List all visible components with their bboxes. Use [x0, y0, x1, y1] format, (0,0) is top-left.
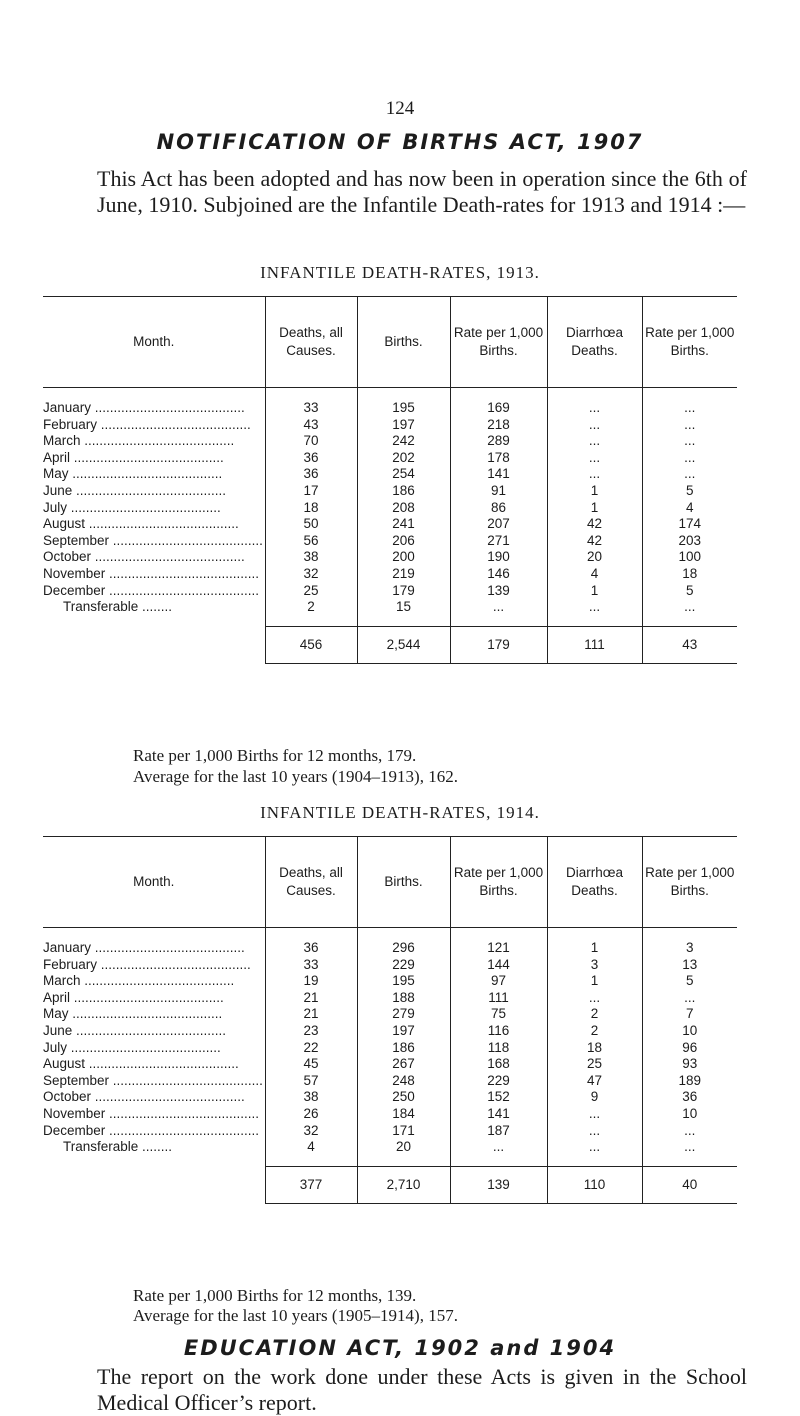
diarrhoea-rate-cell: ...: [642, 990, 737, 1007]
column-header-month: Month.: [43, 297, 265, 388]
totals-row: [43, 1166, 737, 1203]
diarrhoea-cell: 1: [547, 583, 642, 600]
table-row: [43, 1089, 737, 1106]
month-label: September: [43, 532, 110, 548]
table-row: [43, 388, 737, 417]
diarrhoea-rate-cell: ...: [642, 417, 737, 434]
deaths-cell: 18: [265, 500, 357, 517]
column-header-rate: Rate per 1,000 Births.: [450, 297, 547, 388]
month-label: November: [43, 1105, 106, 1121]
births-cell: 197: [357, 417, 450, 434]
table-row: [43, 533, 737, 550]
education-paragraph: The report on the work done under these Acts is given in the School Medical Officer’s report.: [97, 1364, 747, 1415]
month-label: December: [43, 582, 106, 598]
births-cell: 188: [357, 990, 450, 1007]
month-label: May: [43, 466, 69, 482]
deaths-cell: 43: [265, 417, 357, 434]
rate-cell: 111: [450, 990, 547, 1007]
table-row: [43, 1123, 737, 1140]
table-1914-note-rate: Rate per 1,000 Births for 12 months, 139.: [133, 1286, 417, 1305]
month-cell: June ........................................: [43, 482, 227, 498]
diarrhoea-cell: 4: [547, 566, 642, 583]
diarrhoea-rate-cell: 18: [642, 566, 737, 583]
births-cell: 186: [357, 1040, 450, 1057]
rate-cell: 118: [450, 1040, 547, 1057]
diarrhoea-rate-cell: ...: [642, 388, 737, 417]
births-cell: 20: [357, 1139, 450, 1166]
table-1913-title: INFANTILE DEATH-RATES, 1913.: [260, 263, 540, 282]
month-label: August: [43, 1056, 86, 1072]
births-cell: 250: [357, 1089, 450, 1106]
month-cell: May ........................................: [43, 1006, 223, 1022]
diarrhoea-cell: 18: [547, 1040, 642, 1057]
deaths-cell: 21: [265, 1006, 357, 1023]
diarrhoea-cell: 20: [547, 549, 642, 566]
rate-cell: ...: [450, 1139, 547, 1166]
diarrhoea-cell: ...: [547, 1106, 642, 1123]
rate-cell: 169: [450, 388, 547, 417]
diarrhoea-cell: ...: [547, 1139, 642, 1166]
births-cell: 229: [357, 957, 450, 974]
deaths-cell: 50: [265, 516, 357, 533]
table-row: [43, 1056, 737, 1073]
month-label: April: [43, 989, 71, 1005]
diarrhoea-cell: ...: [547, 433, 642, 450]
deaths-cell: 38: [265, 549, 357, 566]
diarrhoea-cell: 9: [547, 1089, 642, 1106]
month-label: October: [43, 1089, 92, 1105]
diarrhoea-rate-cell: 203: [642, 533, 737, 550]
rate-cell: ...: [450, 599, 547, 626]
diarrhoea-rate-cell: 5: [642, 583, 737, 600]
diarrhoea-cell: 1: [547, 500, 642, 517]
table-1914-body: [43, 928, 737, 1204]
total-diarrhoea-rate-cell: 43: [642, 626, 737, 663]
births-cell: 179: [357, 583, 450, 600]
table-1913-note-rate: Rate per 1,000 Births for 12 months, 179.: [133, 746, 417, 765]
diarrhoea-rate-cell: 36: [642, 1089, 737, 1106]
births-cell: 248: [357, 1073, 450, 1090]
births-cell: 186: [357, 483, 450, 500]
rate-cell: 116: [450, 1023, 547, 1040]
deaths-cell: 38: [265, 1089, 357, 1106]
diarrhoea-rate-cell: ...: [642, 450, 737, 467]
month-label: July: [43, 1039, 68, 1055]
column-header-diarrhoea: Diarrhœa Deaths.: [547, 297, 642, 388]
deaths-cell: 36: [265, 928, 357, 957]
month-cell: April ........................................: [43, 449, 224, 465]
month-cell: January ........................................: [43, 940, 245, 955]
column-header-births: Births.: [357, 297, 450, 388]
diarrhoea-rate-cell: 7: [642, 1006, 737, 1023]
births-cell: 208: [357, 500, 450, 517]
table-row: [43, 1106, 737, 1123]
month-cell: November ........................................: [43, 565, 260, 581]
diarrhoea-rate-cell: 10: [642, 1023, 737, 1040]
table-1914-header-row: [43, 837, 737, 928]
totals-label-cell: [43, 626, 265, 663]
deaths-cell: 19: [265, 973, 357, 990]
month-cell: August ........................................: [43, 516, 239, 532]
month-cell: July ........................................: [43, 499, 221, 515]
month-cell: December ........................................: [43, 582, 260, 598]
month-label: September: [43, 1072, 110, 1088]
rate-cell: 190: [450, 549, 547, 566]
column-header-month: Month.: [43, 837, 265, 928]
table-row: [43, 500, 737, 517]
deaths-cell: 70: [265, 433, 357, 450]
month-label: July: [43, 499, 68, 515]
table-row: [43, 417, 737, 434]
month-cell: October ........................................: [43, 549, 245, 565]
births-cell: 267: [357, 1056, 450, 1073]
deaths-cell: 36: [265, 466, 357, 483]
column-header-births: Births.: [357, 837, 450, 928]
month-label: August: [43, 516, 86, 532]
total-rate-cell: 179: [450, 626, 547, 663]
deaths-cell: 56: [265, 533, 357, 550]
rate-cell: 144: [450, 957, 547, 974]
diarrhoea-cell: 3: [547, 957, 642, 974]
total-rate-cell: 139: [450, 1166, 547, 1203]
table-row: [43, 433, 737, 450]
deaths-cell: 32: [265, 566, 357, 583]
month-cell: May ........................................: [43, 466, 223, 482]
table-row: [43, 566, 737, 583]
rate-cell: 86: [450, 500, 547, 517]
diarrhoea-rate-cell: 96: [642, 1040, 737, 1057]
table-1914: [43, 836, 737, 1204]
deaths-cell: 17: [265, 483, 357, 500]
rate-cell: 97: [450, 973, 547, 990]
table-row: [43, 599, 737, 626]
rate-cell: 146: [450, 566, 547, 583]
month-label: February: [43, 956, 98, 972]
diarrhoea-cell: 2: [547, 1023, 642, 1040]
month-label: October: [43, 549, 92, 565]
births-cell: 254: [357, 466, 450, 483]
births-cell: 241: [357, 516, 450, 533]
month-label: Transferable: [63, 599, 139, 615]
diarrhoea-rate-cell: 93: [642, 1056, 737, 1073]
table-1913-header-row: [43, 297, 737, 388]
totals-row: [43, 626, 737, 663]
table-row: [43, 973, 737, 990]
diarrhoea-cell: 25: [547, 1056, 642, 1073]
deaths-cell: 2: [265, 599, 357, 626]
diarrhoea-cell: 1: [547, 928, 642, 957]
month-cell: March ........................................: [43, 433, 235, 449]
month-cell: June ........................................: [43, 1022, 227, 1038]
rate-cell: 187: [450, 1123, 547, 1140]
month-label: June: [43, 482, 73, 498]
table-1914-title: INFANTILE DEATH-RATES, 1914.: [260, 803, 540, 822]
deaths-cell: 25: [265, 583, 357, 600]
month-label: March: [43, 973, 81, 989]
diarrhoea-rate-cell: ...: [642, 466, 737, 483]
month-cell: October ........................................: [43, 1089, 245, 1105]
births-cell: 219: [357, 566, 450, 583]
births-cell: 202: [357, 450, 450, 467]
diarrhoea-rate-cell: ...: [642, 599, 737, 626]
rate-cell: 168: [450, 1056, 547, 1073]
diarrhoea-rate-cell: 174: [642, 516, 737, 533]
column-header-diarrhoea-rate: Rate per 1,000 Births.: [642, 297, 737, 388]
diarrhoea-rate-cell: 3: [642, 928, 737, 957]
diarrhoea-cell: ...: [547, 450, 642, 467]
month-cell: Transferable ........: [63, 599, 173, 615]
column-header-deaths: Deaths, all Causes.: [265, 837, 357, 928]
births-cell: 296: [357, 928, 450, 957]
diarrhoea-cell: ...: [547, 466, 642, 483]
deaths-cell: 33: [265, 957, 357, 974]
diarrhoea-rate-cell: ...: [642, 1123, 737, 1140]
page-number: 124: [385, 98, 415, 119]
diarrhoea-rate-cell: 4: [642, 500, 737, 517]
diarrhoea-cell: ...: [547, 388, 642, 417]
table-row: [43, 1139, 737, 1166]
month-label: March: [43, 433, 81, 449]
deaths-cell: 23: [265, 1023, 357, 1040]
diarrhoea-cell: ...: [547, 599, 642, 626]
deaths-cell: 32: [265, 1123, 357, 1140]
rate-cell: 141: [450, 1106, 547, 1123]
diarrhoea-cell: 2: [547, 1006, 642, 1023]
deaths-cell: 21: [265, 990, 357, 1007]
month-cell: August ........................................: [43, 1056, 239, 1072]
table-row: [43, 483, 737, 500]
column-header-diarrhoea-rate: Rate per 1,000 Births.: [642, 837, 737, 928]
rate-cell: 139: [450, 583, 547, 600]
births-cell: 195: [357, 973, 450, 990]
month-label: January: [43, 940, 92, 955]
table-row: [43, 957, 737, 974]
deaths-cell: 4: [265, 1139, 357, 1166]
table-1913: [43, 296, 737, 664]
month-cell: Transferable ........: [63, 1139, 173, 1155]
diarrhoea-cell: 42: [547, 533, 642, 550]
table-1913-body: [43, 388, 737, 664]
table-row: [43, 1023, 737, 1040]
births-cell: 197: [357, 1023, 450, 1040]
month-label: April: [43, 449, 71, 465]
month-cell: January ........................................: [43, 400, 245, 415]
rate-cell: 229: [450, 1073, 547, 1090]
deaths-cell: 26: [265, 1106, 357, 1123]
month-label: Transferable: [63, 1139, 139, 1155]
diarrhoea-rate-cell: ...: [642, 1139, 737, 1166]
rate-cell: 75: [450, 1006, 547, 1023]
births-cell: 15: [357, 599, 450, 626]
table-row: [43, 450, 737, 467]
totals-label-cell: [43, 1166, 265, 1203]
diarrhoea-rate-cell: ...: [642, 433, 737, 450]
month-label: December: [43, 1122, 106, 1138]
month-cell: September ........................................: [43, 532, 263, 548]
births-cell: 206: [357, 533, 450, 550]
table-row: [43, 516, 737, 533]
total-deaths-cell: 377: [265, 1166, 357, 1203]
section-heading-education-act: EDUCATION ACT, 1902 and 1904: [183, 1336, 617, 1360]
table-row: [43, 466, 737, 483]
diarrhoea-rate-cell: 5: [642, 483, 737, 500]
diarrhoea-rate-cell: 5: [642, 973, 737, 990]
diarrhoea-rate-cell: 100: [642, 549, 737, 566]
deaths-cell: 57: [265, 1073, 357, 1090]
table-row: [43, 1073, 737, 1090]
diarrhoea-rate-cell: 189: [642, 1073, 737, 1090]
table-1913-note-average: Average for the last 10 years (1904–1913), 162.: [133, 767, 458, 786]
rate-cell: 121: [450, 928, 547, 957]
rate-cell: 207: [450, 516, 547, 533]
births-cell: 184: [357, 1106, 450, 1123]
rate-cell: 178: [450, 450, 547, 467]
month-cell: November ........................................: [43, 1105, 260, 1121]
diarrhoea-cell: ...: [547, 990, 642, 1007]
table-row: [43, 583, 737, 600]
table-row: [43, 1040, 737, 1057]
deaths-cell: 22: [265, 1040, 357, 1057]
month-label: November: [43, 565, 106, 581]
rate-cell: 271: [450, 533, 547, 550]
births-cell: 195: [357, 388, 450, 417]
total-diarrhoea-cell: 111: [547, 626, 642, 663]
intro-paragraph: This Act has been adopted and has now been in operation since the 6th of June, 1910. Subjoined are the Infantile Death-rates for 1913 and 1914 :—: [97, 166, 747, 217]
diarrhoea-cell: ...: [547, 417, 642, 434]
total-births-cell: 2,544: [357, 626, 450, 663]
diarrhoea-cell: ...: [547, 1123, 642, 1140]
total-diarrhoea-rate-cell: 40: [642, 1166, 737, 1203]
rate-cell: 91: [450, 483, 547, 500]
rate-cell: 218: [450, 417, 547, 434]
rate-cell: 141: [450, 466, 547, 483]
month-cell: March ........................................: [43, 973, 235, 989]
month-cell: February ........................................: [43, 956, 251, 972]
diarrhoea-rate-cell: 10: [642, 1106, 737, 1123]
column-header-diarrhoea: Diarrhœa Deaths.: [547, 837, 642, 928]
table-1914-note-average: Average for the last 10 years (1905–1914), 157.: [133, 1306, 458, 1325]
births-cell: 171: [357, 1123, 450, 1140]
month-label: January: [43, 400, 92, 415]
deaths-cell: 33: [265, 388, 357, 417]
deaths-cell: 36: [265, 450, 357, 467]
section-heading-notification-act: NOTIFICATION OF BIRTHS ACT, 1907: [156, 130, 644, 154]
month-label: June: [43, 1022, 73, 1038]
births-cell: 279: [357, 1006, 450, 1023]
month-cell: April ........................................: [43, 989, 224, 1005]
births-cell: 242: [357, 433, 450, 450]
births-cell: 200: [357, 549, 450, 566]
total-diarrhoea-cell: 110: [547, 1166, 642, 1203]
month-cell: July ........................................: [43, 1039, 221, 1055]
total-births-cell: 2,710: [357, 1166, 450, 1203]
diarrhoea-cell: 47: [547, 1073, 642, 1090]
diarrhoea-cell: 1: [547, 483, 642, 500]
rate-cell: 289: [450, 433, 547, 450]
diarrhoea-cell: 1: [547, 973, 642, 990]
table-row: [43, 549, 737, 566]
deaths-cell: 45: [265, 1056, 357, 1073]
table-row: [43, 1006, 737, 1023]
month-cell: December ........................................: [43, 1122, 260, 1138]
table-row: [43, 990, 737, 1007]
month-label: February: [43, 416, 98, 432]
month-cell: September ........................................: [43, 1072, 263, 1088]
month-cell: February ........................................: [43, 416, 251, 432]
column-header-rate: Rate per 1,000 Births.: [450, 837, 547, 928]
month-label: May: [43, 1006, 69, 1022]
total-deaths-cell: 456: [265, 626, 357, 663]
diarrhoea-cell: 42: [547, 516, 642, 533]
table-row: [43, 928, 737, 957]
rate-cell: 152: [450, 1089, 547, 1106]
column-header-deaths: Deaths, all Causes.: [265, 297, 357, 388]
diarrhoea-rate-cell: 13: [642, 957, 737, 974]
